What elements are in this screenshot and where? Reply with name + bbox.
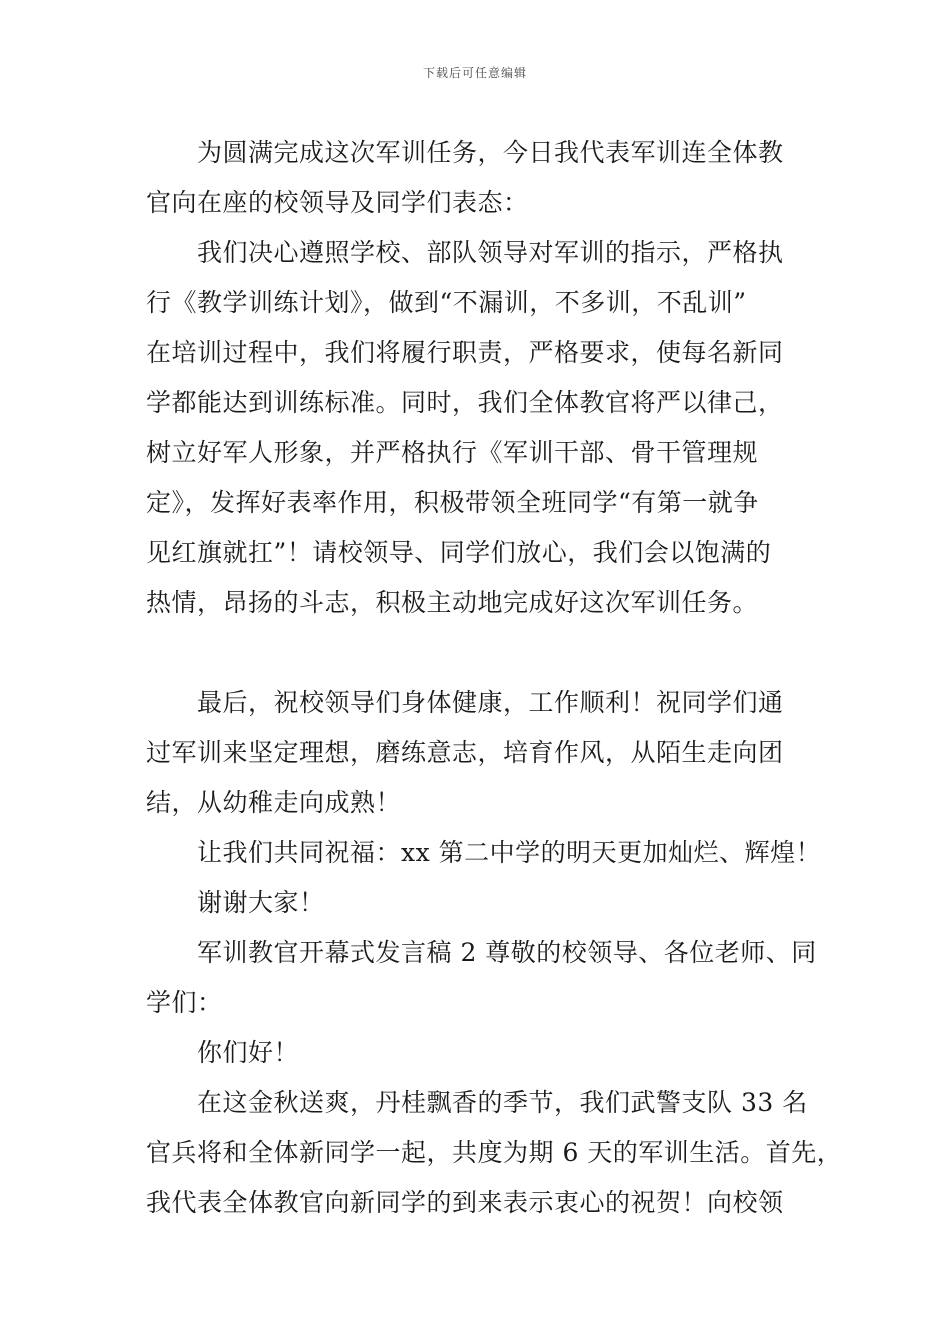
text-line: 在这金秋送爽，丹桂飘香的季节，我们武警支队 33 名 bbox=[197, 1088, 808, 1117]
text-line: 官向在座的校领导及同学们表态： bbox=[146, 188, 529, 217]
text-line: 你们好！ bbox=[197, 1038, 300, 1067]
text-line: 热情，昂扬的斗志，积极主动地完成好这次军训任务。 bbox=[146, 588, 759, 617]
text-line: 行《教学训练计划》，做到“不漏训，不多训，不乱训” bbox=[146, 288, 747, 317]
text-line: 让我们共同祝福：xx 第二中学的明天更加灿烂、辉煌！ bbox=[197, 838, 822, 867]
text-line: 过军训来坚定理想，磨练意志，培育作风，从陌生走向团 bbox=[146, 738, 784, 767]
text-line: 树立好军人形象，并严格执行《军训干部、骨干管理规 bbox=[146, 438, 759, 467]
text-line: 学们： bbox=[146, 988, 223, 1017]
text-line: 我们决心遵照学校、部队领导对军训的指示，严格执 bbox=[197, 238, 784, 267]
text-line: 谢谢大家！ bbox=[197, 888, 325, 917]
text-line: 官兵将和全体新同学一起，共度为期 6 天的军训生活。首先， bbox=[146, 1138, 843, 1167]
text-line: 最后，祝校领导们身体健康，工作顺利！祝同学们通 bbox=[197, 688, 784, 717]
text-line: 在培训过程中，我们将履行职责，严格要求，使每名新同 bbox=[146, 338, 784, 367]
text-line: 我代表全体教官向新同学的到来表示衷心的祝贺！向校领 bbox=[146, 1188, 784, 1217]
text-line: 见红旗就扛”！请校领导、同学们放心，我们会以饱满的 bbox=[146, 538, 772, 567]
text-line: 军训教官开幕式发言稿 2 尊敬的校领导、各位老师、同 bbox=[197, 938, 817, 967]
text-line: 学都能达到训练标准。同时，我们全体教官将严以律己， bbox=[146, 388, 784, 417]
document-body bbox=[146, 128, 843, 1228]
text-line: 定》，发挥好表率作用，积极带领全班同学“有第一就争 bbox=[146, 488, 759, 517]
paragraph-gap bbox=[146, 628, 806, 678]
page-header: 下载后可任意编辑 bbox=[422, 66, 527, 80]
text-line: 结，从幼稚走向成熟！ bbox=[146, 788, 402, 817]
text-line: 为圆满完成这次军训任务，今日我代表军训连全体教 bbox=[197, 138, 784, 167]
